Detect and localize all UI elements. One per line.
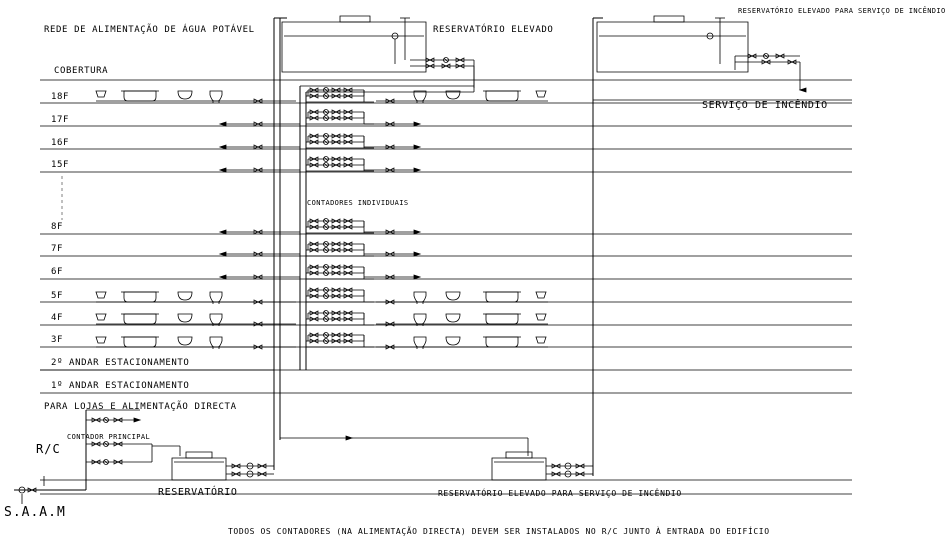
ground-floor-label: R/C <box>36 442 61 456</box>
washbasin-icon <box>446 292 460 300</box>
floor-label-5f: 5F <box>51 291 64 301</box>
floor-label-parking-1: 1º ANDAR ESTACIONAMENTO <box>51 381 190 391</box>
arrow-right-icon <box>414 168 420 172</box>
arrow-right-icon <box>414 122 420 126</box>
floor-label-16f: 16F <box>51 138 70 148</box>
floor-label-7f: 7F <box>51 244 64 254</box>
sink-icon <box>536 314 546 320</box>
elevated-tank-label: RESERVATÓRIO ELEVADO <box>433 25 554 35</box>
toilet-icon <box>414 292 426 302</box>
arrow-left-icon <box>800 88 806 92</box>
ground-tank-label: RESERVATÓRIO <box>158 487 238 498</box>
ground-fire-tank <box>492 458 546 480</box>
elevated-tank <box>282 22 426 72</box>
arrow-right-icon <box>414 275 420 279</box>
sink-icon <box>536 91 546 97</box>
ground-fire-tank-label: RESERVATÓRIO ELEVADO PARA SERVIÇO DE INCÊNDIO <box>438 489 682 498</box>
arrow-left-icon <box>220 252 226 256</box>
sink-icon <box>536 292 546 298</box>
toilet-icon <box>414 314 426 324</box>
footnote: TODOS OS CONTADORES (NA ALIMENTAÇÃO DIRECTA) DEVEM SER INSTALADOS NO R/C JUNTO À ENTRADA DO EDIFÍCIO <box>228 527 770 536</box>
floor-label-3f: 3F <box>51 335 64 345</box>
arrow-right-icon <box>414 145 420 149</box>
arrow-right-icon <box>414 230 420 234</box>
ground-tank <box>172 458 226 480</box>
floor-label-6f: 6F <box>51 267 64 277</box>
sink-icon <box>536 337 546 343</box>
floor-label-15f: 15F <box>51 160 70 170</box>
arrow-left-icon <box>220 230 226 234</box>
sink-icon <box>96 314 106 320</box>
arrow-left-icon <box>220 168 226 172</box>
bathtub-icon <box>124 314 156 324</box>
bathtub-icon <box>124 292 156 302</box>
toilet-icon <box>210 314 222 324</box>
bathtub-icon <box>486 337 518 347</box>
tank-hatch <box>186 452 212 458</box>
floor-label-18f: 18F <box>51 92 70 102</box>
floor-label-4f: 4F <box>51 313 64 323</box>
toilet-icon <box>210 337 222 347</box>
sink-icon <box>96 292 106 298</box>
arrow-right-icon <box>346 436 352 440</box>
individual-meters-label: CONTADORES INDIVIDUAIS <box>307 199 409 207</box>
bathtub-icon <box>486 292 518 302</box>
floor-label-17f: 17F <box>51 115 70 125</box>
bathtub-icon <box>124 91 156 101</box>
bathtub-icon <box>124 337 156 347</box>
sink-icon <box>96 337 106 343</box>
public-supply-label: S.A.A.M <box>4 505 66 520</box>
washbasin-icon <box>178 91 192 99</box>
diagram-title: REDE DE ALIMENTAÇÃO DE ÁGUA POTÁVEL <box>44 25 255 35</box>
main-meter-label: CONTADOR PRINCIPAL <box>67 433 151 441</box>
arrow-right-icon <box>414 252 420 256</box>
floor-label-roof: COBERTURA <box>54 66 109 76</box>
shops-supply-label: PARA LOJAS E ALIMENTAÇÃO DIRECTA <box>44 402 237 412</box>
tank-hatch <box>654 16 684 22</box>
elevated-fire-tank <box>597 22 748 72</box>
arrow-left-icon <box>220 275 226 279</box>
washbasin-icon <box>178 337 192 345</box>
washbasin-icon <box>178 314 192 322</box>
arrow-left-icon <box>220 145 226 149</box>
elevated-fire-tank-label: RESERVATÓRIO ELEVADO PARA SERVIÇO DE INCÊNDIO <box>738 7 946 15</box>
toilet-icon <box>210 292 222 302</box>
washbasin-icon <box>178 292 192 300</box>
washbasin-icon <box>446 337 460 345</box>
bathtub-icon <box>486 91 518 101</box>
floor-label-parking-2: 2º ANDAR ESTACIONAMENTO <box>51 358 190 368</box>
arrow-left-icon <box>220 122 226 126</box>
sink-icon <box>96 91 106 97</box>
fire-service-label: SERVIÇO DE INCÊNDIO <box>702 100 828 111</box>
arrow-right-icon <box>134 418 140 422</box>
floor-label-8f: 8F <box>51 222 64 232</box>
bathtub-icon <box>486 314 518 324</box>
washbasin-icon <box>446 314 460 322</box>
tank-hatch <box>340 16 370 22</box>
toilet-icon <box>210 91 222 101</box>
toilet-icon <box>414 337 426 347</box>
toilet-icon <box>414 91 426 101</box>
